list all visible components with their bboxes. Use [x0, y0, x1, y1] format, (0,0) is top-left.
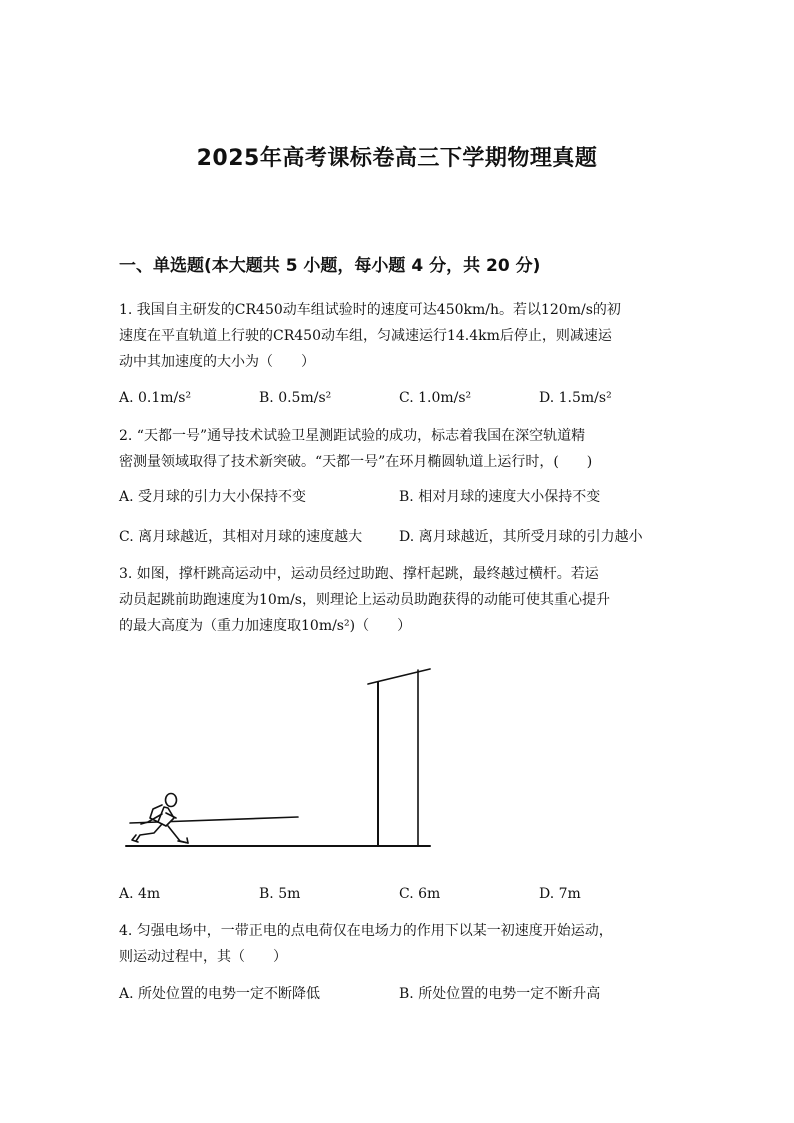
question-4-line-2: 则运动过程中，其（ ）	[119, 949, 287, 965]
question-4-line-1: 4. 匀强电场中，一带正电的点电荷仅在电场力的作用下以某一初速度开始运动，	[119, 923, 613, 939]
question-4-option-a: A. 所处位置的电势一定不断降低	[119, 986, 321, 1002]
question-3-option-d: D. 7m	[539, 886, 581, 902]
question-3-option-c: C. 6m	[399, 886, 441, 902]
question-1-line-3: 动中其加速度的大小为（ ）	[119, 354, 315, 370]
question-2-option-b: B. 相对月球的速度大小保持不变	[399, 489, 601, 505]
question-1-option-b: B. 0.5m/s²	[259, 390, 332, 406]
page-title: 2025年高考课标卷高三下学期物理真题	[196, 146, 598, 171]
question-2-line-1: 2. “天都一号”通导技术试验卫星测距试验的成功，标志着我国在深空轨道精	[119, 428, 586, 444]
question-3-option-a: A. 4m	[119, 886, 161, 902]
question-1-line-1: 1. 我国自主研发的CR450动车组试验时的速度可达450km/h。若以120m/s的初	[119, 302, 621, 318]
question-2-option-c: C. 离月球越近，其相对月球的速度越大	[119, 529, 363, 545]
question-1-line-2: 速度在平直轨道上行驶的CR450动车组，匀减速运行14.4km后停止，则减速运	[119, 328, 612, 344]
question-4-option-b: B. 所处位置的电势一定不断升高	[399, 986, 601, 1002]
question-2-option-a: A. 受月球的引力大小保持不变	[119, 489, 307, 505]
question-3-option-b: B. 5m	[259, 886, 301, 902]
question-3-line-1: 3. 如图，撑杆跳高运动中，运动员经过助跑、撑杆起跳，最终越过横杆。若运	[119, 566, 599, 582]
question-1-option-d: D. 1.5m/s²	[539, 390, 612, 406]
question-3-line-2: 动员起跳前助跑速度为10m/s，则理论上运动员助跑获得的动能可使其重心提升	[119, 592, 610, 608]
pole-vault-figure	[118, 660, 438, 855]
section-heading: 一、单选题(本大题共 5 小题，每小题 4 分，共 20 分)	[119, 256, 541, 276]
question-2-line-2: 密测量领域取得了技术新突破。“天都一号”在环月椭圆轨道上运行时，( )	[119, 454, 593, 470]
question-1-option-a: A. 0.1m/s²	[119, 390, 192, 406]
crossbar	[368, 669, 430, 684]
athlete-icon	[132, 794, 188, 844]
question-3-line-3: 的最大高度为（重力加速度取10m/s²)（ ）	[119, 618, 412, 634]
question-1-option-c: C. 1.0m/s²	[399, 390, 472, 406]
question-2-option-d: D. 离月球越近，其所受月球的引力越小	[399, 529, 643, 545]
